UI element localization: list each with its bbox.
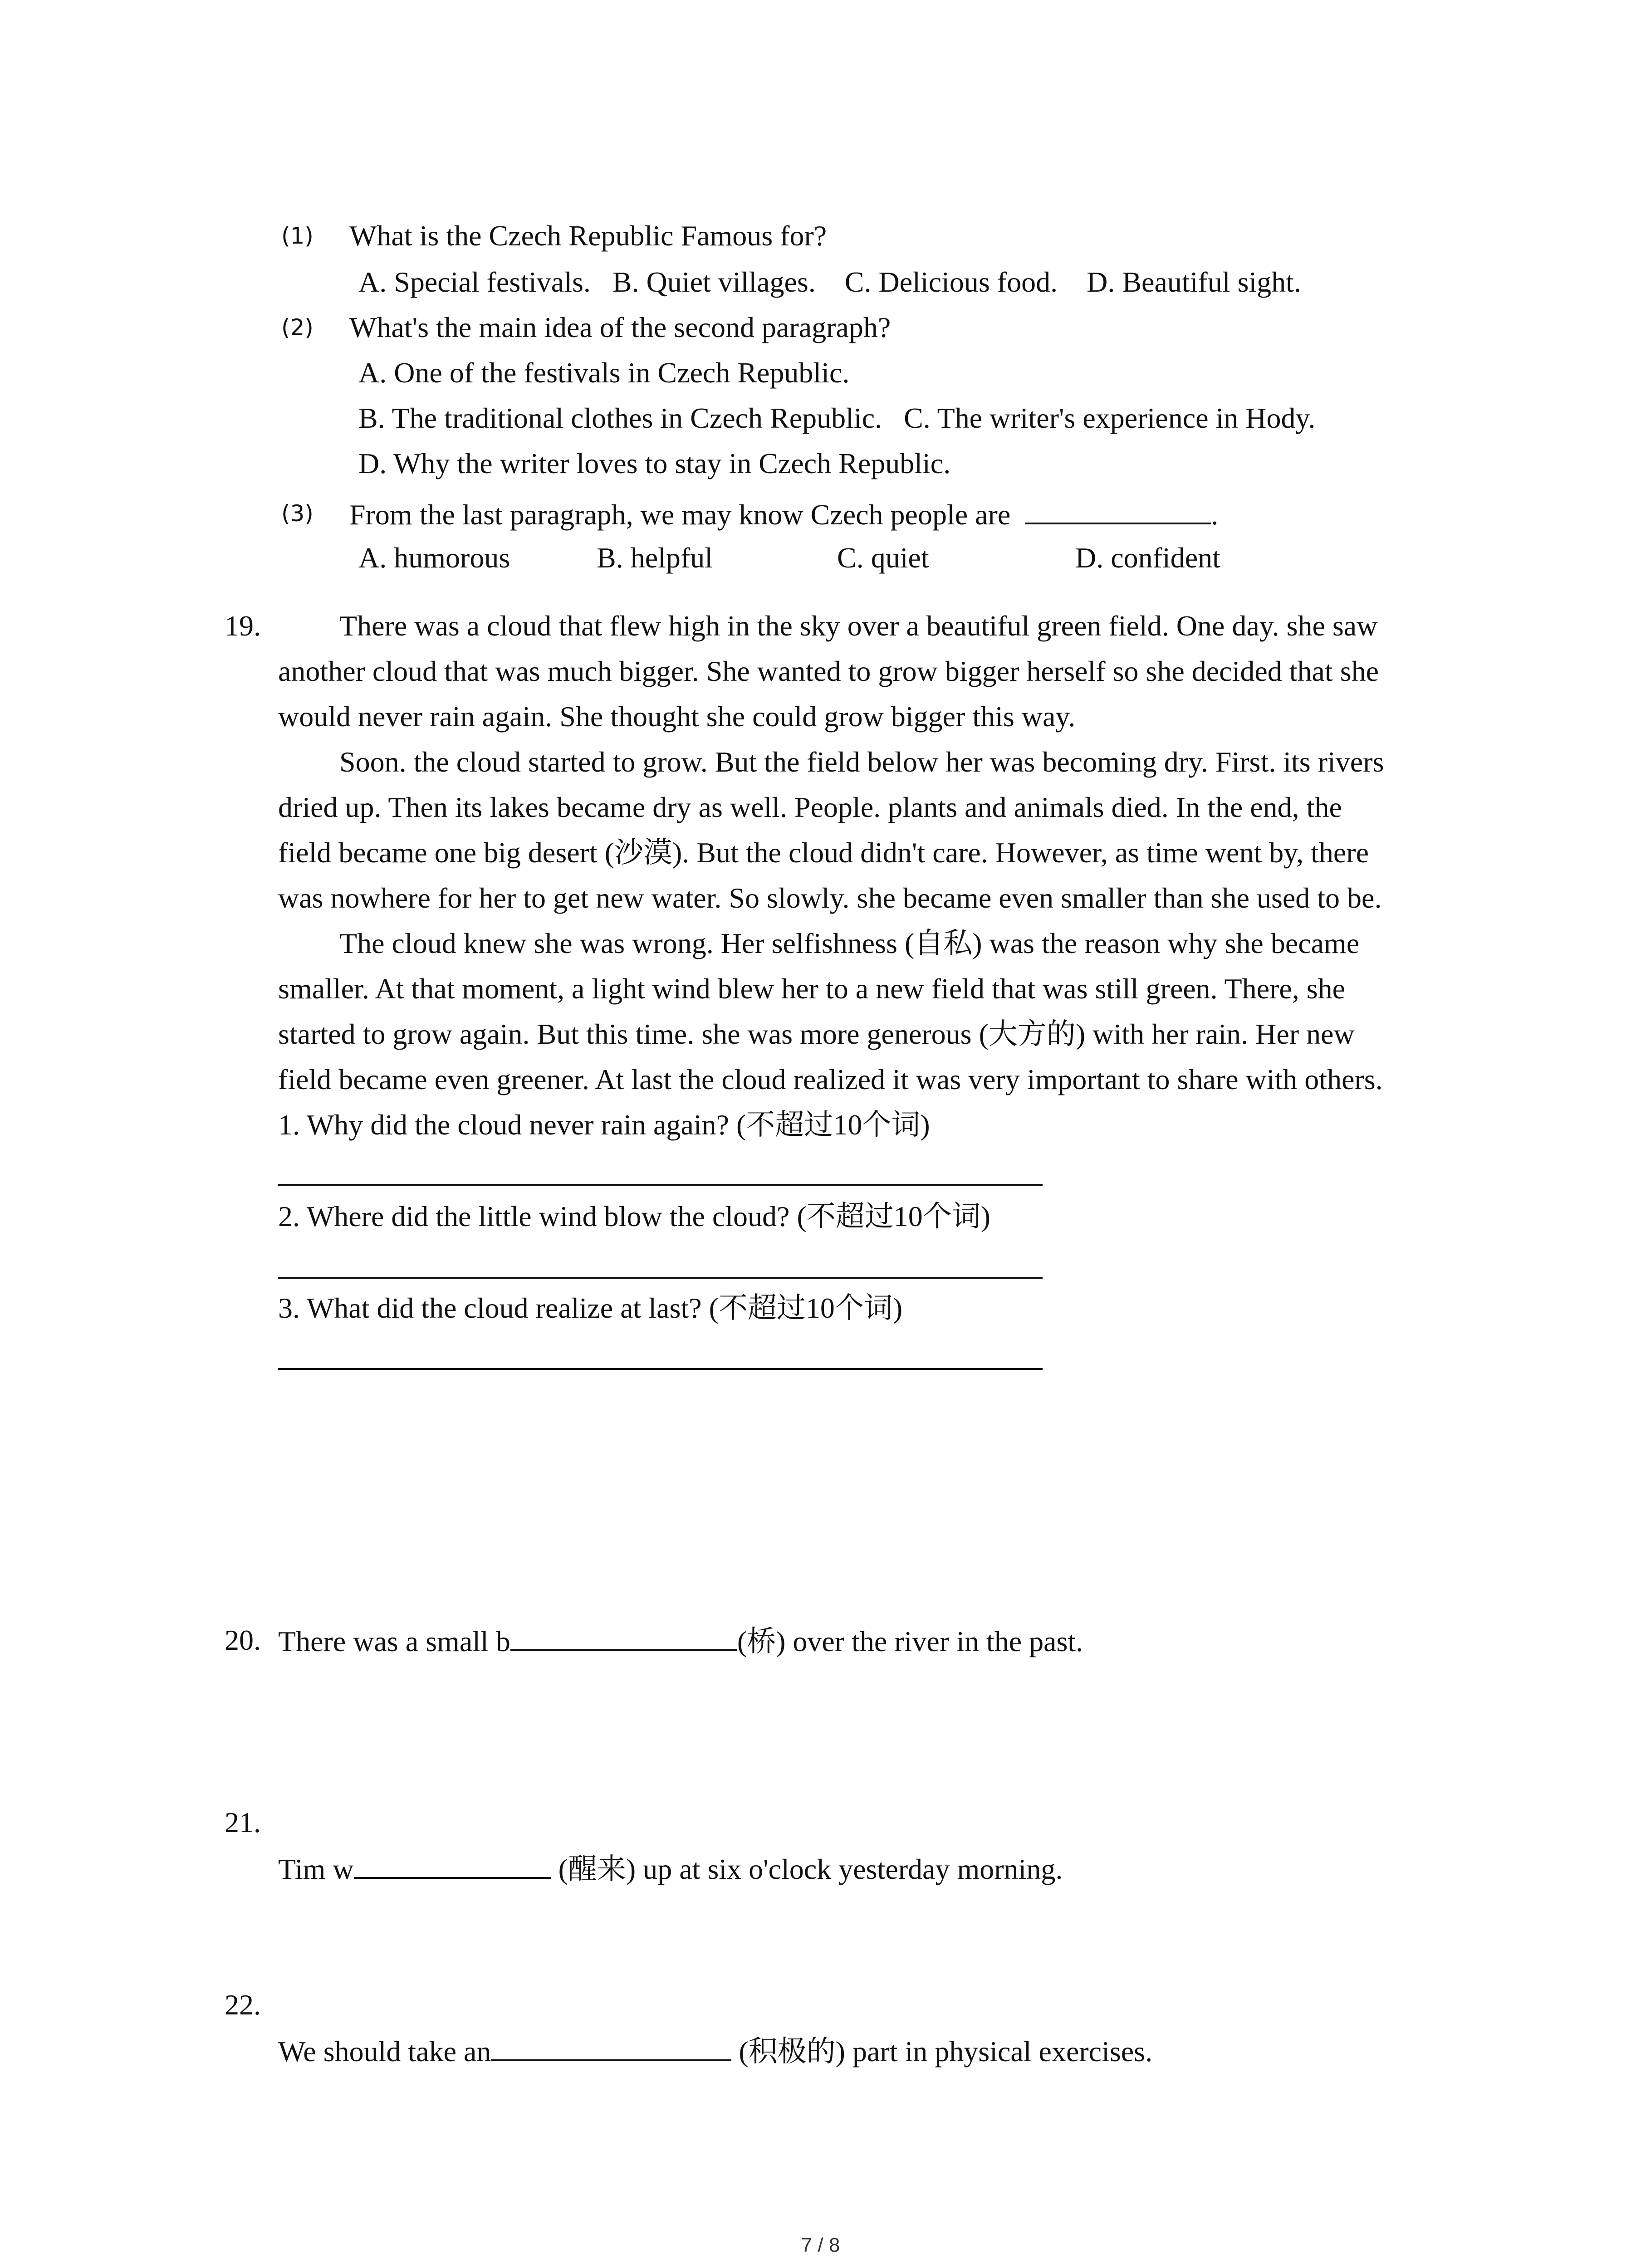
- answer-option: B. The traditional clothes in Czech Republic. C. The writer's experience in Hody.: [358, 402, 1316, 434]
- fill-in-sentence: [278, 1800, 1063, 1892]
- question-number: 22.: [225, 1989, 261, 2021]
- sub-question-text: What's the main idea of the second paragraph?: [349, 311, 891, 343]
- passage-line: started to grow again. But this time. she was more generous (大方的) with her rain. Her new: [278, 1018, 1355, 1050]
- question-number: 20.: [225, 1624, 261, 1656]
- sentence-start: We should take an: [278, 2035, 491, 2068]
- passage-line: smaller. At that moment, a light wind blew her to a new field that was still green. There, she: [278, 973, 1346, 1005]
- answer-blank[interactable]: [354, 1845, 551, 1879]
- sub-question-text: [349, 491, 1218, 538]
- sub-question-marker: (1): [281, 223, 314, 249]
- answer-option: D. Why the writer loves to stay in Czech Republic.: [358, 447, 951, 479]
- answer-options: A. Special festivals. B. Quiet villages. C. Delicious food. D. Beautiful sight.: [358, 266, 1301, 298]
- answer-line[interactable]: [278, 1277, 1043, 1279]
- passage-line: field became one big desert (沙漠). But the cloud didn't care. However, as time went by, there: [278, 836, 1369, 869]
- passage-line: was nowhere for her to get new water. So slowly. she became even smaller than she used to be.: [278, 882, 1382, 914]
- question-text: From the last paragraph, we may know Czech people are: [349, 499, 1011, 531]
- answer-option: B. helpful: [597, 542, 713, 574]
- answer-line[interactable]: [278, 1368, 1043, 1370]
- sentence-start: There was a small b: [278, 1625, 510, 1657]
- question-end: .: [1211, 499, 1219, 531]
- answer-line[interactable]: [278, 1184, 1043, 1186]
- sub-question-marker: (3): [281, 500, 314, 527]
- question-number: 19.: [225, 610, 261, 642]
- passage-line: dried up. Then its lakes became dry as well. People. plants and animals died. In the end, the: [278, 791, 1342, 823]
- answer-blank[interactable]: [1025, 491, 1211, 524]
- answer-option: C. quiet: [837, 542, 929, 574]
- passage-line: another cloud that was much bigger. She wanted to grow bigger herself so she decided that she: [278, 655, 1379, 687]
- answer-option: A. One of the festivals in Czech Republic.: [358, 357, 850, 389]
- passage-line: would never rain again. She thought she could grow bigger this way.: [278, 700, 1076, 733]
- fill-in-sentence: [278, 1982, 1152, 2074]
- fill-in-sentence: [278, 1618, 1083, 1664]
- question-number: 21.: [225, 1806, 261, 1838]
- answer-blank[interactable]: [491, 2028, 731, 2061]
- comprehension-question: 3. What did the cloud realize at last? (不超过10个词): [278, 1292, 903, 1324]
- passage-line: The cloud knew she was wrong. Her selfishness (自私) was the reason why she became: [339, 927, 1360, 959]
- sub-question-text: What is the Czech Republic Famous for?: [349, 220, 827, 252]
- passage-line: Soon. the cloud started to grow. But the field below her was becoming dry. First. its rivers: [339, 746, 1384, 778]
- page-number: 7 / 8: [801, 2234, 840, 2256]
- sentence-end: (醒来) up at six o'clock yesterday morning.: [551, 1853, 1063, 1885]
- comprehension-question: 1. Why did the cloud never rain again? (不超过10个词): [278, 1109, 930, 1141]
- comprehension-question: 2. Where did the little wind blow the cloud? (不超过10个词): [278, 1200, 991, 1232]
- passage-line: field became even greener. At last the cloud realized it was very important to share with others.: [278, 1063, 1383, 1095]
- sub-question-marker: (2): [281, 314, 314, 341]
- sentence-start: Tim w: [278, 1853, 354, 1885]
- passage-line: There was a cloud that flew high in the sky over a beautiful green field. One day. she saw: [339, 610, 1378, 642]
- sentence-end: (桥) over the river in the past.: [737, 1625, 1083, 1657]
- answer-option: A. humorous: [358, 542, 510, 574]
- sentence-end: (积极的) part in physical exercises.: [731, 2035, 1153, 2068]
- answer-blank[interactable]: [510, 1618, 737, 1651]
- answer-option: D. confident: [1075, 542, 1220, 574]
